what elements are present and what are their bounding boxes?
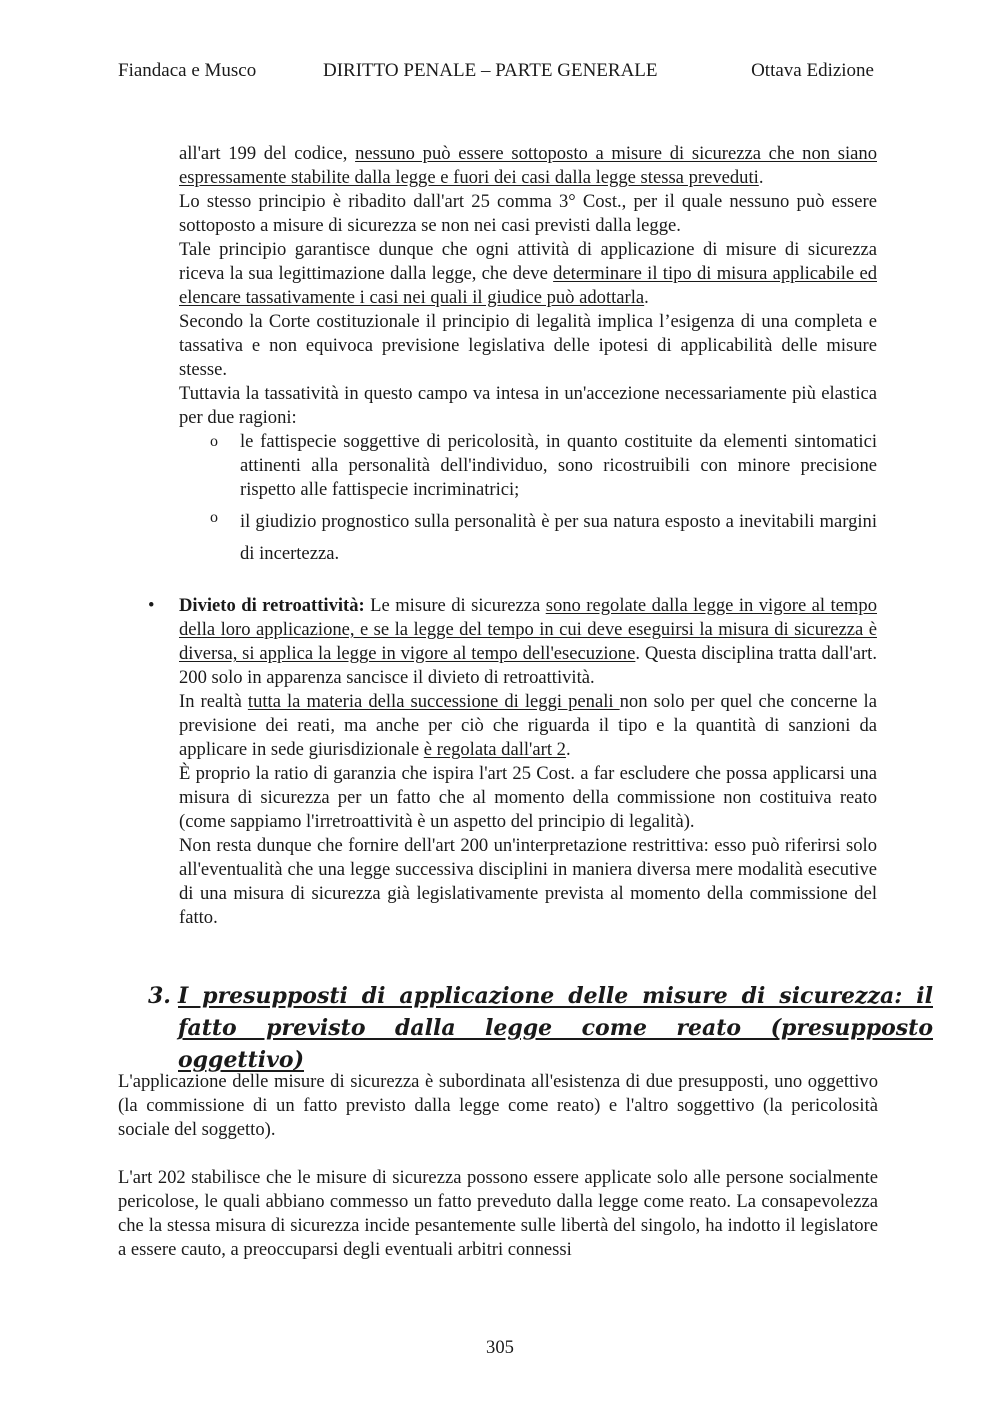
- section-number: 3.: [148, 983, 171, 1009]
- text-span: .: [565, 739, 571, 760]
- text-span: .: [758, 167, 764, 188]
- text-span: all'art 199 del codice,: [179, 143, 356, 164]
- text-span: . Questa disciplina tratta dall'art. 200 solo in apparenza sancisce il divieto di retroattività.: [179, 643, 877, 688]
- text-span: Tale principio garantisce dunque che ogni attività di applicazione di misure di sicurezza riceva la sua legittimazione dalla legge, che deve: [179, 239, 877, 284]
- underlined-text: sono regolate dalla legge in vigore al tempo della loro applicazione, e se la legge del tempo in cui deve eseguirsi la misura di sicurezza è diversa, si applica la legge in vigore al tempo dell'esecuzione: [179, 595, 877, 664]
- paragraph: Secondo la Corte costituzionale il principio di legalità implica l’esigenza di una completa e tassativa e non equivoca previsione legislativa delle ipotesi di applicabilità delle misure stesse.: [179, 311, 877, 380]
- body-paragraph-block: [118, 1166, 878, 1262]
- text-span: Le misure di sicurezza: [364, 595, 546, 616]
- circle-bullet-icon: o: [210, 433, 218, 450]
- paragraph: È proprio la ratio di garanzia che ispira l'art 25 Cost. a far escludere che possa applicarsi una misura di sicurezza per un fatto che al momento della commissione non costituiva reato (come sappiamo l'irretroattività è un aspetto del principio di legalità).: [179, 763, 877, 832]
- header-edition: Ottava Edizione: [751, 60, 874, 81]
- paragraph: [179, 142, 877, 190]
- legality-principle-section: [179, 142, 877, 430]
- list-item: [210, 506, 877, 570]
- text-span: .: [644, 287, 649, 308]
- body-paragraph-block: [118, 1070, 878, 1142]
- list-item: [210, 430, 877, 502]
- non-retroactivity-section: [179, 594, 877, 930]
- bullet-icon: •: [148, 595, 155, 616]
- section-title: I presupposti di applicazione delle misure di sicurezza: il fatto previsto dalla legge come reato (presupposto oggettivo): [178, 983, 933, 1073]
- list-item-text: il giudizio prognostico sulla personalità è per sua natura esposto a inevitabili margini di incertezza.: [240, 511, 877, 564]
- text-span: In realtà: [179, 691, 248, 712]
- running-header: [118, 58, 874, 84]
- text-span: non solo per quel che concerne la previsione dei reati, ma anche per ciò che riguarda il tipo e la quantità di sanzioni da applicare in sede giurisdizionale: [179, 691, 877, 760]
- underlined-text: nessuno può essere sottoposto a misure di sicurezza che non siano espressamente stabilite dalla legge e fuori dei casi dalla legge stessa preveduti: [179, 143, 877, 188]
- paragraph: [179, 238, 877, 310]
- underlined-text: è regolata dall'art 2: [423, 739, 566, 760]
- header-authors: Fiandaca e Musco: [118, 60, 257, 81]
- paragraph: Non resta dunque che fornire dell'art 200 un'interpretazione restrittiva: esso può riferirsi solo all'eventualità che una legge successiva disciplini in maniera diversa mere modalità esecutive di una misura di sicurezza già legislativamente prevista al momento della commissione del fatto.: [179, 835, 877, 928]
- header-book-title: DIRITTO PENALE – PARTE GENERALE: [323, 60, 658, 81]
- paragraph: [179, 690, 877, 762]
- circle-bullet-icon: o: [210, 509, 218, 526]
- section-heading: [148, 980, 933, 1076]
- paragraph: L'art 202 stabilisce che le misure di sicurezza possono essere applicate solo alle persone socialmente pericolose, le quali abbiano commesso un fatto preveduto dalla legge come reato. La consapevolezza che la stessa misura di sicurezza incide pesantemente sulle libertà del singolo, ha indotto il legislatore a essere cauto, a preoccuparsi degli eventuali arbitri connessi: [118, 1167, 878, 1260]
- list-item-text: le fattispecie soggettive di pericolosità, in quanto costituite da elementi sintomatici attinenti alla personalità dell'individuo, sono ricostruibili con minore precisione rispetto alle fattispecie incriminatrici;: [240, 431, 877, 500]
- page-number: 305: [486, 1337, 514, 1358]
- paragraph: L'applicazione delle misure di sicurezza è subordinata all'esistenza di due presupposti, uno oggettivo (la commissione di un fatto previsto dalla legge come reato) e l'altro soggettivo (la pericolosità sociale del soggetto).: [118, 1071, 878, 1140]
- paragraph: Tuttavia la tassatività in questo campo va intesa in un'accezione necessariamente più elastica per due ragioni:: [179, 383, 877, 428]
- underlined-text: tutta la materia della successione di leggi penali: [247, 691, 620, 712]
- underlined-text: determinare il tipo di misura applicabile ed elencare tassativamente i casi nei quali il giudice può adottarla: [179, 263, 877, 308]
- paragraph: Lo stesso principio è ribadito dall'art 25 comma 3° Cost., per il quale nessuno può essere sottoposto a misure di sicurezza se non nei casi previsti dalla legge.: [179, 191, 877, 236]
- bold-term: Divieto di retroattività:: [179, 595, 365, 616]
- paragraph: [179, 594, 877, 690]
